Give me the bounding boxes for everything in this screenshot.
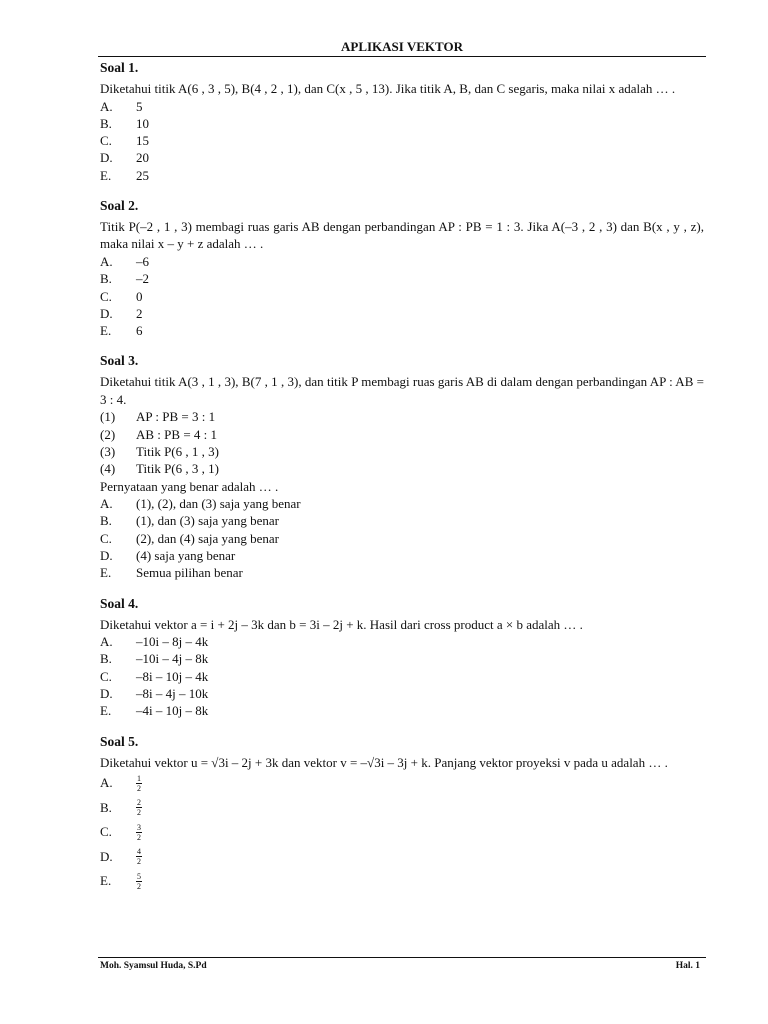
question-heading: Soal 4.: [100, 595, 139, 611]
option-b: [100, 270, 704, 287]
option-e: [100, 702, 704, 719]
option-label: A.: [100, 634, 113, 650]
fraction-numerator: 5: [137, 871, 141, 881]
option-b: [100, 115, 704, 132]
statement-label: (2): [100, 426, 116, 442]
option-label: E.: [100, 167, 112, 183]
question-text: Diketahui vektor a = i + 2j – 3k dan b = 3i – 2j + k. Hasil dari cross product a × b adalah … .: [100, 616, 583, 632]
fraction-value: [136, 847, 142, 866]
option-value: –8i – 10j – 4k: [136, 668, 209, 684]
question-prompt: Pernyataan yang benar adalah … .: [100, 478, 279, 494]
question-1: [100, 59, 704, 184]
option-a: [100, 633, 704, 650]
option-value: –6: [136, 253, 149, 269]
title-divider: [98, 56, 706, 57]
option-label: C.: [100, 824, 112, 840]
option-label: D.: [100, 305, 113, 321]
footer-author: Moh. Syamsul Huda, S.Pd: [100, 961, 207, 971]
fraction-numerator: 3: [137, 822, 141, 832]
option-value: 15: [136, 133, 149, 149]
option-label: D.: [100, 848, 113, 864]
option-value: 6: [136, 323, 143, 339]
question-heading: Soal 1.: [100, 60, 139, 75]
fraction-denominator: 2: [137, 808, 141, 818]
question-heading: Soal 5.: [100, 733, 139, 749]
fraction-value: [136, 774, 142, 793]
option-label: A.: [100, 253, 113, 269]
option-value: –10i – 8j – 4k: [136, 634, 209, 650]
option-label: B.: [100, 271, 112, 287]
footer-page-number: Hal. 1: [675, 961, 700, 971]
fraction-denominator: 2: [137, 881, 141, 891]
statement-3: [100, 443, 704, 460]
option-c: [100, 132, 704, 149]
option-value: 25: [136, 167, 149, 183]
option-c: [100, 668, 704, 685]
statement-label: (1): [100, 409, 116, 425]
question-list: [100, 59, 704, 894]
option-e: [100, 564, 704, 581]
option-label: B.: [100, 513, 112, 529]
page-title: APLIKASI VEKTOR: [341, 39, 463, 54]
option-value: 20: [136, 150, 149, 166]
option-value: 0: [136, 288, 143, 304]
question-heading: Soal 2.: [100, 197, 139, 213]
option-value: 5: [136, 98, 143, 114]
option-label: A.: [100, 98, 113, 114]
option-label: A.: [100, 775, 113, 791]
statement-value: Titik P(6 , 1 , 3): [136, 444, 219, 460]
footer-divider: [98, 957, 706, 958]
question-4: [100, 595, 704, 720]
option-label: B.: [100, 115, 112, 131]
option-label: D.: [100, 548, 113, 564]
fraction-value: [136, 798, 142, 817]
option-d: [100, 305, 704, 322]
question-text: Diketahui titik A(3 , 1 , 3), B(7 , 1 , 3), dan titik P membagi ruas garis AB di dalam dengan perbandingan AP : AB = 3 : 4.: [100, 374, 704, 407]
question-text: Diketahui vektor u = √3i – 2j + 3k dan vektor v = –√3i – 3j + k. Panjang vektor proyeksi v pada u adalah … .: [100, 754, 668, 770]
fraction-denominator: 2: [137, 857, 141, 867]
option-e: [100, 322, 704, 339]
option-value: (1), dan (3) saja yang benar: [136, 513, 279, 529]
option-value: 10: [136, 115, 149, 131]
option-label: C.: [100, 133, 112, 149]
option-d: [100, 149, 704, 166]
question-2: [100, 197, 704, 339]
option-label: C.: [100, 530, 112, 546]
option-d: [100, 845, 704, 870]
statement-1: [100, 408, 704, 425]
fraction-value: [136, 823, 142, 842]
option-label: E.: [100, 323, 112, 339]
option-value: –8i – 4j – 10k: [136, 686, 209, 702]
option-b: [100, 512, 704, 529]
option-value: Semua pilihan benar: [136, 565, 243, 581]
option-a: [100, 771, 704, 796]
statement-4: [100, 460, 704, 477]
statement-value: AP : PB = 3 : 1: [136, 409, 216, 425]
question-text: Titik P(–2 , 1 , 3) membagi ruas garis AB dengan perbandingan AP : PB = 1 : 3. Jika A(–3 , 2 , 3) dan B(x , y , z), maka nilai x – y + z adalah … .: [100, 218, 704, 252]
option-label: E.: [100, 703, 112, 719]
statement-2: [100, 426, 704, 443]
statement-value: Titik P(6 , 3 , 1): [136, 461, 219, 477]
option-value: –2: [136, 271, 149, 287]
fraction-value: [136, 872, 142, 891]
option-value: –4i – 10j – 8k: [136, 703, 209, 719]
question-heading: Soal 3.: [100, 353, 139, 369]
option-d: [100, 685, 704, 702]
option-value: (2), dan (4) saja yang benar: [136, 530, 279, 546]
option-e: [100, 167, 704, 184]
question-text: Diketahui titik A(6 , 3 , 5), B(4 , 2 , 1), dan C(x , 5 , 13). Jika titik A, B, dan C segaris, maka nilai x adalah … .: [100, 81, 676, 96]
option-c: [100, 820, 704, 845]
fraction-numerator: 1: [137, 773, 141, 783]
statement-value: AB : PB = 4 : 1: [136, 426, 218, 442]
fraction-denominator: 2: [137, 832, 141, 842]
option-value: 2: [136, 305, 143, 321]
fraction-denominator: 2: [137, 783, 141, 793]
option-value: (4) saja yang benar: [136, 548, 236, 564]
option-d: [100, 547, 704, 564]
option-e: [100, 869, 704, 894]
option-value: (1), (2), dan (3) saja yang benar: [136, 496, 301, 512]
option-label: B.: [100, 799, 112, 815]
fraction-numerator: 4: [137, 847, 141, 857]
question-3: [100, 352, 704, 581]
fraction-numerator: 2: [137, 798, 141, 808]
statement-label: (4): [100, 461, 116, 477]
option-c: [100, 530, 704, 547]
option-label: B.: [100, 651, 112, 667]
statement-label: (3): [100, 444, 116, 460]
option-label: A.: [100, 496, 113, 512]
option-b: [100, 650, 704, 667]
option-c: [100, 288, 704, 305]
option-value: –10i – 4j – 8k: [136, 651, 209, 667]
option-a: [100, 98, 704, 115]
option-label: D.: [100, 686, 113, 702]
option-b: [100, 796, 704, 821]
question-5: [100, 733, 704, 894]
option-label: E.: [100, 565, 112, 581]
option-label: D.: [100, 150, 113, 166]
option-a: [100, 495, 704, 512]
option-label: C.: [100, 288, 112, 304]
option-label: C.: [100, 668, 112, 684]
option-a: [100, 253, 704, 270]
option-label: E.: [100, 873, 112, 889]
